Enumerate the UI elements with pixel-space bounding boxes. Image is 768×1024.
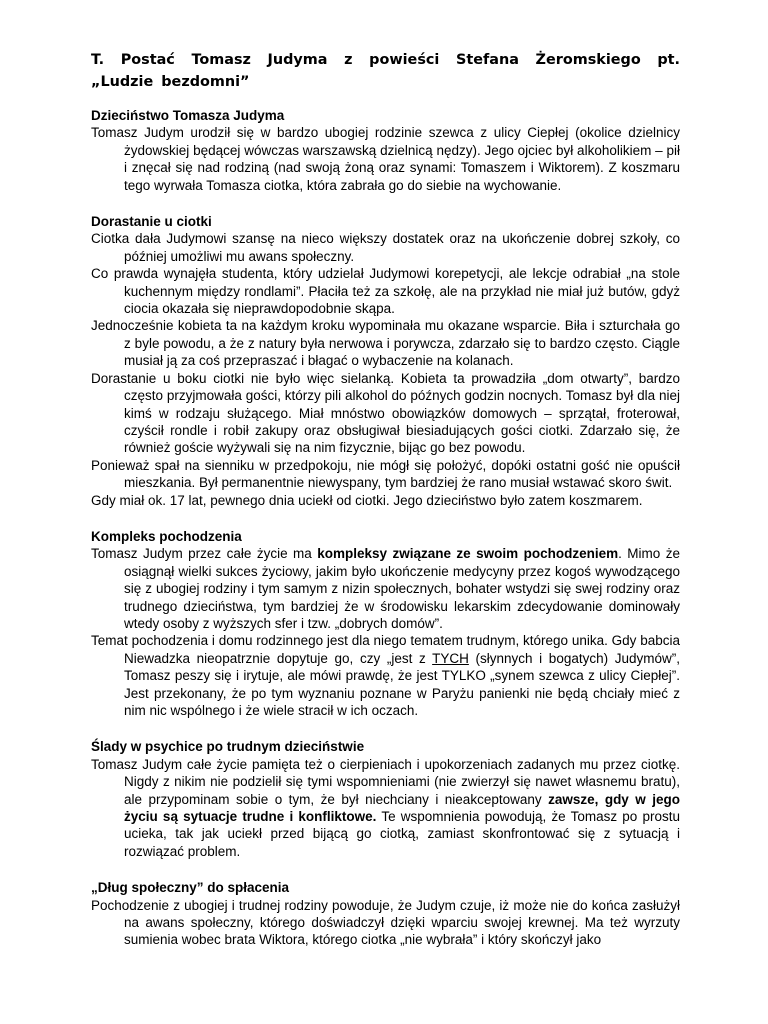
section-heading: Ślady w psychice po trudnym dzieciństwie xyxy=(91,739,365,755)
paragraph: Gdy miał ok. 17 lat, pewnego dnia uciekł od ciotki. Jego dzieciństwo było zatem koszmarem. xyxy=(91,492,643,508)
text-run: . Mimo że osiągnął wielki sukces życiowy, jakim było ukończenie medycyny przez kogoś wywodzącego się z ubogiej rodziny i tym samym z nizin społecznych, bohater wstydzi się swej rodziny oraz trudnego dzieciństwa, tym bardziej że w środowisku lekarskim zdecydowanie dominowały wtedy osoby z wyższych sfer i tzw. „dobrych domów”. xyxy=(124,546,680,631)
underlined-word: TYCH xyxy=(432,650,469,666)
paragraph xyxy=(91,632,680,719)
paragraph xyxy=(91,545,680,632)
paragraph xyxy=(91,756,680,860)
paragraph: Tomasz Judym urodził się w bardzo ubogiej rodzinie szewca z ulicy Ciepłej (okolice dzielnicy żydowskiej będącej wówczas warszawską dzielnicą nędzy). Jego ojciec był alkoholikiem – pił i znęcał się nad rodziną (nad swoją żoną oraz synami: Tomaszem i Wiktorem). Z koszmaru tego wyrwała Tomasza ciotka, która zabrała go do siebie na wychowanie. xyxy=(91,125,680,193)
section-heading: Kompleks pochodzenia xyxy=(91,528,242,544)
document-title: T. Postać Tomasz Judyma z powieści Stefana Żeromskiego pt. „Ludzie bezdomni” xyxy=(91,52,680,90)
bold-phrase: kompleksy związane ze swoim pochodzeniem xyxy=(317,546,619,562)
text-run: (słynnych i bogatych) Judymów”, Tomasz peszy się i irytuje, ale mówi prawdę, że jest TYLKO „synem szewca z ulicy Ciepłej”. Jest przekonany, że po tym wyznaniu poznane w Paryżu panienki nie będą chciały mieć z nim nic wspólnego i że wiele stracił w ich oczach. xyxy=(124,650,680,718)
section-aunt xyxy=(91,213,680,509)
paragraph: Ponieważ spał na sienniku w przedpokoju, nie mógł się położyć, dopóki ostatni gość nie opuścił mieszkania. Był permanentnie niewyspany, tym bardziej że rano musiał wstawać skoro świt. xyxy=(91,457,680,491)
paragraph: Jednocześnie kobieta ta na każdym kroku wypominała mu okazane wsparcie. Biła i szturchała go z byle powodu, a że z natury była nerwowa i porywcza, zdarzało się to bardzo często. Ciągle musiał ją za coś przepraszać i błagać o wybaczenie na kolanach. xyxy=(91,318,680,369)
text-run: Tomasz Judym całe życie pamięta też o cierpieniach i upokorzeniach zadanych mu przez ciotkę. Nigdy z nikim nie podzielił się tymi wspomnieniami (nie zwierzył się nawet własnemu bratu), ale przypominam sobie o tym, że był niechciany i nieakceptowany xyxy=(91,756,680,807)
bold-phrase: zawsze, gdy w jego życiu są sytuacje trudne i konfliktowe. xyxy=(124,791,680,825)
section-heading: „Dług społeczny” do spłacenia xyxy=(91,880,290,896)
paragraph: Dorastanie u boku ciotki nie było więc sielanką. Kobieta ta prowadziła „dom otwarty”, bardzo często przyjmowała gości, którzy pili alkohol do późnych godzin nocnych. Tomasz był dla niej kimś w rodzaju służącego. Miał mnóstwo obowiązków domowych – sprzątał, froterował, czyścił rondle i robił zakupy oraz obsługiwał biesiadujących gości ciotki. Zdarzało się, że również goście wyżywali się na nim fizycznie, bijąc go bez powodu. xyxy=(91,370,680,456)
section-heading: Dzieciństwo Tomasza Judyma xyxy=(91,108,285,123)
section-social-debt xyxy=(91,879,680,949)
paragraph: Ciotka dała Judymowi szansę na nieco większy dostatek oraz na ukończenie dobrej szkoły, co później umożliwi mu awans społeczny. xyxy=(91,231,680,264)
text-run: Temat pochodzenia i domu rodzinnego jest dla niego tematem trudnym, którego unika. Gdy babcia Niewadzka nieopatrznie dopytuje go, czy „jest z xyxy=(91,633,680,666)
section-origin-complex xyxy=(91,528,680,719)
paragraph: Co prawda wynajęła studenta, który udzielał Judymowi korepetycji, ale lekcje odrabiał „na stole kuchennym między rondlami”. Płaciła też za szkołę, ale na przykład nie miał już butów, gdyż ciocia okazała się nieprawdopodobnie skąpa. xyxy=(91,266,680,317)
text-run: Te wspomnienia powodują, że Tomasz po prostu ucieka, tak jak uciekł przed bijącą go ciotką, zamiast skonfrontować się z sytuacją i rozwiązać problem. xyxy=(124,809,680,859)
section-childhood xyxy=(91,107,680,194)
paragraph: Pochodzenie z ubogiej i trudnej rodziny powoduje, że Judym czuje, iż może nie do końca zasłużył na awans społeczny, którego doświadczył dzięki wparciu swojej krewnej. Ma też wyrzuty sumienia wobec brata Wiktora, którego ciotka „nie wybrała” i który skończył jako xyxy=(91,897,680,948)
section-psyche-traces xyxy=(91,738,680,860)
text-run: Tomasz Judym przez całe życie ma xyxy=(91,546,318,562)
section-heading: Dorastanie u ciotki xyxy=(91,214,212,230)
